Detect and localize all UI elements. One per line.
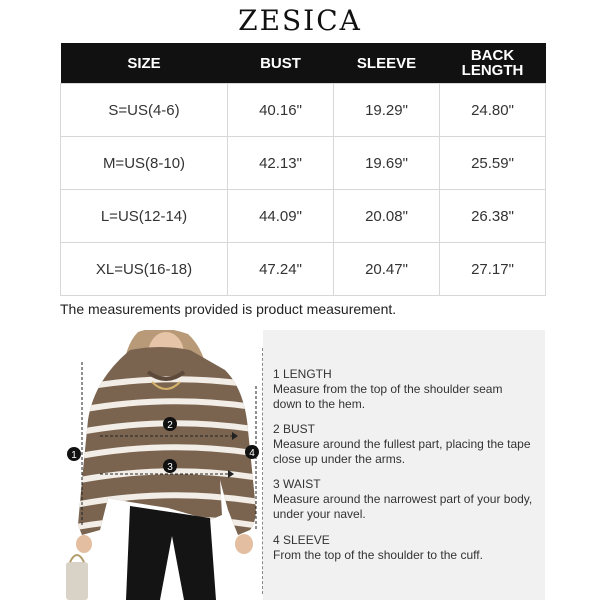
marker-bust: [163, 417, 177, 431]
sleeve-cell: 20.47": [334, 243, 440, 296]
size-chart-table: [60, 43, 546, 296]
header-bust: BUST: [228, 43, 334, 84]
marker-3-label: 3: [167, 462, 173, 473]
bust-cell: 40.16": [228, 84, 334, 137]
guide-title: 1 LENGTH: [273, 367, 332, 381]
size-cell: L=US(12-14): [61, 190, 228, 243]
sleeve-cell: 20.08": [334, 190, 440, 243]
table-header-row: [61, 43, 546, 84]
guide-description: Measure around the fullest part, placing the tape close up under the arms.: [273, 437, 531, 466]
marker-waist: [163, 459, 177, 473]
back-length-cell: 27.17": [440, 243, 546, 296]
measurement-note: The measurements provided is product measurement.: [60, 301, 397, 317]
guide-item-sleeve: [273, 533, 533, 563]
guide-description: Measure around the narrowest part of your body, under your navel.: [273, 492, 533, 521]
header-back-length: BACK LENGTH: [440, 43, 546, 84]
size-cell: M=US(8-10): [61, 137, 228, 190]
marker-1-label: 1: [71, 450, 77, 461]
guide-divider: [262, 348, 263, 594]
marker-length: [67, 447, 81, 461]
size-cell: S=US(4-6): [61, 84, 228, 137]
guide-item-bust: [273, 422, 533, 467]
model-illustration: [60, 330, 260, 600]
table-row: [61, 84, 546, 137]
back-length-cell: 25.59": [440, 137, 546, 190]
size-cell: XL=US(16-18): [61, 243, 228, 296]
bust-cell: 44.09": [228, 190, 334, 243]
guide-title: 3 WAIST: [273, 477, 321, 491]
bust-cell: 47.24": [228, 243, 334, 296]
table-row: [61, 243, 546, 296]
sleeve-cell: 19.29": [334, 84, 440, 137]
header-size: SIZE: [61, 43, 228, 84]
back-length-cell: 26.38": [440, 190, 546, 243]
guide-item-length: [273, 367, 533, 412]
header-sleeve: SLEEVE: [334, 43, 440, 84]
guide-title: 2 BUST: [273, 422, 316, 436]
table-row: [61, 190, 546, 243]
guide-title: 4 SLEEVE: [273, 533, 330, 547]
brand-logo: ZESICA: [238, 4, 362, 37]
marker-sleeve: [245, 445, 259, 459]
back-length-cell: 24.80": [440, 84, 546, 137]
guide-description: Measure from the top of the shoulder seam down to the hem.: [273, 382, 503, 411]
marker-4-label: 4: [249, 448, 255, 459]
marker-2-label: 2: [167, 420, 173, 431]
table-row: [61, 137, 546, 190]
guide-item-waist: [273, 477, 533, 522]
sleeve-cell: 19.69": [334, 137, 440, 190]
bust-cell: 42.13": [228, 137, 334, 190]
guide-description: From the top of the shoulder to the cuff.: [273, 548, 483, 562]
